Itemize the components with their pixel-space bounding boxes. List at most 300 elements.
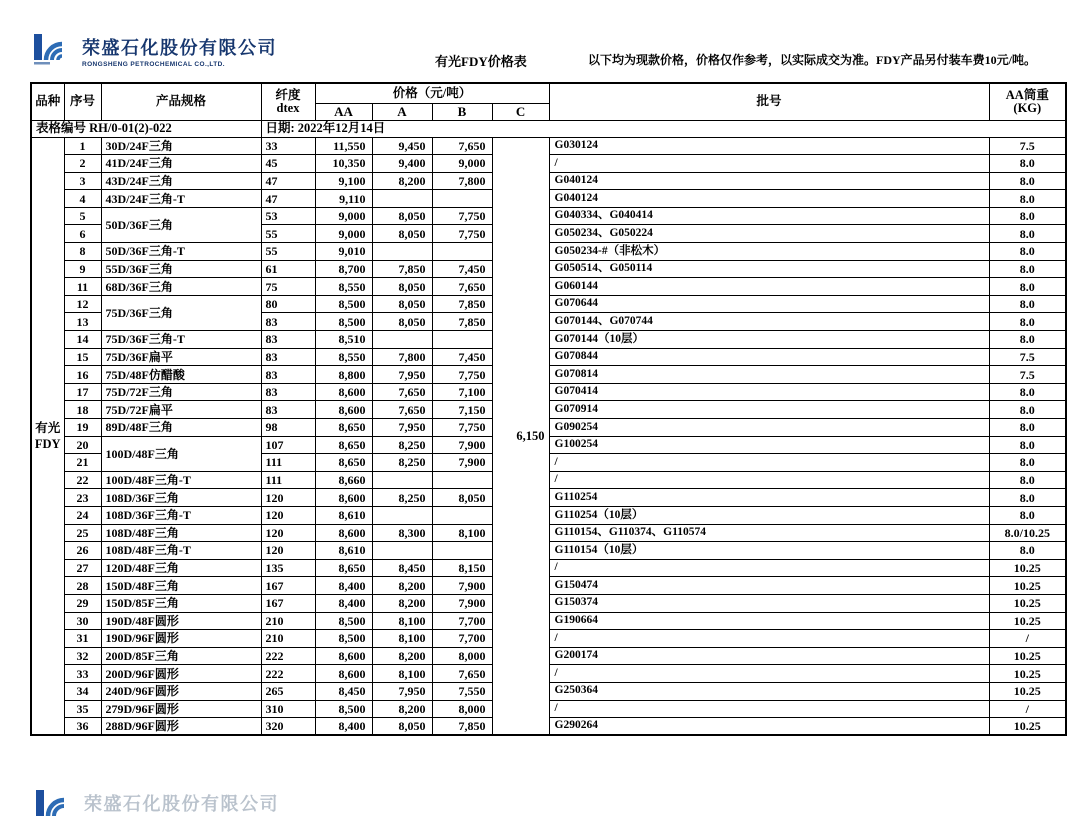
table-row [31,419,1066,437]
product-spec-cell: 108D/48F三角-T [101,542,261,560]
price-a-cell [372,243,432,261]
row-number-cell: 19 [64,419,101,437]
row-number-cell: 36 [64,718,101,736]
price-a-cell [372,542,432,560]
weight-cell: 8.0 [989,489,1066,507]
price-a-cell: 8,200 [372,594,432,612]
price-aa-cell: 8,500 [315,313,372,331]
price-disclaimer-note: 以下均为现款价格，价格仅作参考，以实际成交为准。FDY产品另付装车费10元/吨。 [588,53,1036,67]
product-spec-cell: 279D/96F圆形 [101,700,261,718]
price-a-cell: 8,100 [372,612,432,630]
meta-row [31,120,1066,137]
batch-number-cell: G070414 [549,383,989,401]
row-number-cell: 3 [64,172,101,190]
batch-number-cell: G200174 [549,647,989,665]
dtex-cell: 167 [261,594,315,612]
price-a-cell [372,471,432,489]
weight-cell: / [989,700,1066,718]
row-number-cell: 4 [64,190,101,208]
price-table-body [31,137,1066,735]
price-aa-cell: 9,010 [315,243,372,261]
weight-cell: 8.0 [989,436,1066,454]
price-aa-cell: 8,550 [315,278,372,296]
weight-cell: 8.0 [989,542,1066,560]
dtex-cell: 45 [261,155,315,173]
batch-number-cell: G290264 [549,718,989,736]
batch-number-cell: / [549,559,989,577]
price-b-cell: 7,750 [432,207,492,225]
product-spec-cell: 240D/96F圆形 [101,682,261,700]
product-spec-cell: 100D/48F三角-T [101,471,261,489]
row-number-cell: 20 [64,436,101,454]
batch-number-cell: G070644 [549,295,989,313]
weight-cell: 10.25 [989,577,1066,595]
col-header-weight [989,83,1066,120]
price-b-cell: 8,150 [432,559,492,577]
product-spec-cell: 89D/48F三角 [101,419,261,437]
price-b-cell [432,471,492,489]
weight-cell: 8.0 [989,383,1066,401]
dtex-cell: 167 [261,577,315,595]
table-row [31,577,1066,595]
weight-cell: 10.25 [989,665,1066,683]
dtex-cell: 55 [261,225,315,243]
row-number-cell: 35 [64,700,101,718]
table-row [31,401,1066,419]
table-row [31,366,1066,384]
price-aa-cell: 8,600 [315,647,372,665]
price-a-cell: 7,950 [372,682,432,700]
row-number-cell: 16 [64,366,101,384]
table-row [31,594,1066,612]
row-number-cell: 31 [64,630,101,648]
col-header-batch: 批号 [549,83,989,120]
col-header-dtex-en: dtex [276,100,300,115]
price-a-cell: 8,450 [372,559,432,577]
weight-cell: 8.0 [989,190,1066,208]
col-header-no: 序号 [64,83,101,120]
table-row [31,647,1066,665]
batch-number-cell: / [549,630,989,648]
product-spec-cell: 150D/85F三角 [101,594,261,612]
weight-cell: 10.25 [989,594,1066,612]
price-b-cell: 7,800 [432,172,492,190]
price-aa-cell: 9,000 [315,207,372,225]
price-aa-cell: 8,500 [315,612,372,630]
row-number-cell: 28 [64,577,101,595]
weight-cell: 7.5 [989,348,1066,366]
table-row [31,155,1066,173]
row-number-cell: 18 [64,401,101,419]
company-logo-icon [32,32,74,68]
row-number-cell: 32 [64,647,101,665]
weight-cell: 8.0 [989,172,1066,190]
batch-number-cell: G150374 [549,594,989,612]
price-b-cell: 7,700 [432,612,492,630]
price-a-cell: 7,950 [372,419,432,437]
category-line2: FDY [34,436,61,451]
table-row [31,489,1066,507]
row-number-cell: 11 [64,278,101,296]
dtex-cell: 320 [261,718,315,736]
dtex-cell: 120 [261,524,315,542]
category-cell [31,137,64,735]
weight-cell: 8.0 [989,419,1066,437]
price-b-cell [432,190,492,208]
price-b-cell: 7,900 [432,577,492,595]
col-header-grade-b: B [432,103,492,120]
price-a-cell: 8,050 [372,278,432,296]
company-name-block [82,32,277,68]
table-row [31,190,1066,208]
price-b-cell: 7,100 [432,383,492,401]
dtex-cell: 120 [261,542,315,560]
dtex-cell: 47 [261,172,315,190]
price-aa-cell: 8,600 [315,489,372,507]
row-number-cell: 1 [64,137,101,155]
table-row [31,559,1066,577]
price-a-cell [372,331,432,349]
batch-number-cell: G190664 [549,612,989,630]
table-row [31,137,1066,155]
dtex-cell: 310 [261,700,315,718]
weight-cell: 8.0 [989,313,1066,331]
row-number-cell: 23 [64,489,101,507]
price-a-cell: 8,200 [372,647,432,665]
col-header-dtex-cn: 纤度 [275,87,301,102]
table-row [31,383,1066,401]
date-cell: 日期: 2022年12月14日 [261,120,1066,137]
price-aa-cell: 8,400 [315,594,372,612]
company-name-cn: 荣盛石化股份有限公司 [82,38,277,58]
price-b-cell [432,506,492,524]
batch-number-cell: G050234-#（非松木） [549,243,989,261]
price-b-cell: 7,150 [432,401,492,419]
table-row [31,612,1066,630]
product-spec-cell: 75D/36F三角 [101,295,261,330]
row-number-cell: 33 [64,665,101,683]
row-number-cell: 22 [64,471,101,489]
row-number-cell: 25 [64,524,101,542]
price-aa-cell: 8,500 [315,630,372,648]
product-spec-cell: 75D/36F扁平 [101,348,261,366]
price-b-cell: 7,650 [432,278,492,296]
next-section-fragment [34,788,279,829]
dtex-cell: 83 [261,383,315,401]
weight-cell: 8.0 [989,207,1066,225]
weight-cell: 10.25 [989,612,1066,630]
table-row [31,718,1066,736]
price-aa-cell: 11,550 [315,137,372,155]
price-b-cell [432,331,492,349]
dtex-cell: 222 [261,665,315,683]
price-a-cell: 8,100 [372,630,432,648]
batch-number-cell: G250364 [549,682,989,700]
product-spec-cell: 200D/85F三角 [101,647,261,665]
price-a-cell: 8,050 [372,225,432,243]
price-b-cell: 7,900 [432,594,492,612]
price-a-cell [372,190,432,208]
product-spec-cell: 190D/96F圆形 [101,630,261,648]
price-aa-cell: 8,650 [315,436,372,454]
price-aa-cell: 8,650 [315,454,372,472]
product-spec-cell: 75D/72F扁平 [101,401,261,419]
row-number-cell: 27 [64,559,101,577]
weight-cell: 8.0 [989,295,1066,313]
batch-number-cell: G070814 [549,366,989,384]
table-row [31,207,1066,225]
weight-cell: 7.5 [989,137,1066,155]
price-aa-cell: 8,600 [315,524,372,542]
price-a-cell: 8,300 [372,524,432,542]
product-spec-cell: 43D/24F三角-T [101,190,261,208]
weight-cell: 10.25 [989,647,1066,665]
price-a-cell: 8,100 [372,665,432,683]
price-b-cell: 7,750 [432,366,492,384]
batch-number-cell: G040124 [549,190,989,208]
batch-number-cell: G110154（10层） [549,542,989,560]
batch-number-cell: G090254 [549,419,989,437]
batch-number-cell: / [549,155,989,173]
weight-cell: 8.0/10.25 [989,524,1066,542]
price-b-cell: 9,000 [432,155,492,173]
price-aa-cell: 9,110 [315,190,372,208]
weight-cell: 10.25 [989,559,1066,577]
weight-cell: 8.0 [989,506,1066,524]
batch-number-cell: G070914 [549,401,989,419]
price-aa-cell: 8,400 [315,577,372,595]
col-header-category: 品种 [31,83,64,120]
price-a-cell: 7,650 [372,401,432,419]
next-section-company-name: 荣盛石化股份有限公司 [84,794,279,814]
table-row [31,700,1066,718]
price-b-cell: 7,450 [432,260,492,278]
row-number-cell: 13 [64,313,101,331]
col-header-grade-a: A [372,103,432,120]
product-spec-cell: 108D/36F三角 [101,489,261,507]
price-aa-cell: 8,600 [315,383,372,401]
batch-number-cell: G110154、G110374、G110574 [549,524,989,542]
row-number-cell: 12 [64,295,101,313]
price-a-cell [372,506,432,524]
table-row [31,436,1066,454]
weight-cell: 10.25 [989,718,1066,736]
col-header-dtex [261,83,315,120]
price-b-cell: 7,850 [432,313,492,331]
weight-cell: / [989,630,1066,648]
col-header-weight-cn: AA筒重 [1005,87,1049,102]
row-number-cell: 30 [64,612,101,630]
price-b-cell: 8,050 [432,489,492,507]
price-aa-cell: 10,350 [315,155,372,173]
row-number-cell: 34 [64,682,101,700]
col-header-weight-unit: (KG) [1013,100,1042,115]
batch-number-cell: G040334、G040414 [549,207,989,225]
price-b-cell: 7,550 [432,682,492,700]
price-aa-cell: 8,650 [315,419,372,437]
price-aa-cell: 9,000 [315,225,372,243]
price-a-cell: 8,050 [372,207,432,225]
dtex-cell: 83 [261,366,315,384]
dtex-cell: 111 [261,471,315,489]
product-spec-cell: 190D/48F圆形 [101,612,261,630]
price-a-cell: 8,250 [372,489,432,507]
price-aa-cell: 8,800 [315,366,372,384]
product-spec-cell: 288D/96F圆形 [101,718,261,736]
weight-cell: 8.0 [989,471,1066,489]
price-a-cell: 8,050 [372,313,432,331]
batch-number-cell: / [549,700,989,718]
weight-cell: 8.0 [989,243,1066,261]
batch-number-cell: / [549,471,989,489]
price-aa-cell: 8,600 [315,665,372,683]
product-spec-cell: 100D/48F三角 [101,436,261,471]
dtex-cell: 55 [261,243,315,261]
dtex-cell: 222 [261,647,315,665]
document-title: 有光FDY价格表 [435,54,527,69]
col-header-grade-c: C [492,103,549,120]
product-spec-cell: 108D/48F三角 [101,524,261,542]
price-aa-cell: 8,450 [315,682,372,700]
product-spec-cell: 120D/48F三角 [101,559,261,577]
table-row [31,278,1066,296]
price-a-cell: 9,400 [372,155,432,173]
table-row [31,172,1066,190]
company-header [32,32,277,68]
price-a-cell: 8,050 [372,718,432,736]
weight-cell: 10.25 [989,682,1066,700]
weight-cell: 7.5 [989,366,1066,384]
product-spec-cell: 50D/36F三角-T [101,243,261,261]
dtex-cell: 111 [261,454,315,472]
batch-number-cell: G070844 [549,348,989,366]
price-aa-cell: 8,650 [315,559,372,577]
price-b-cell: 7,750 [432,419,492,437]
row-number-cell: 26 [64,542,101,560]
table-row [31,295,1066,313]
price-b-cell: 7,650 [432,137,492,155]
row-number-cell: 24 [64,506,101,524]
price-aa-cell: 9,100 [315,172,372,190]
product-spec-cell: 75D/72F三角 [101,383,261,401]
batch-number-cell: G150474 [549,577,989,595]
batch-number-cell: G070144（10层） [549,331,989,349]
price-b-cell [432,243,492,261]
table-row [31,524,1066,542]
weight-cell: 8.0 [989,401,1066,419]
weight-cell: 8.0 [989,225,1066,243]
dtex-cell: 98 [261,419,315,437]
row-number-cell: 21 [64,454,101,472]
price-b-cell: 7,850 [432,718,492,736]
weight-cell: 8.0 [989,278,1066,296]
dtex-cell: 83 [261,401,315,419]
row-number-cell: 8 [64,243,101,261]
product-spec-cell: 41D/24F三角 [101,155,261,173]
batch-number-cell: G070144、G070744 [549,313,989,331]
table-row [31,506,1066,524]
dtex-cell: 61 [261,260,315,278]
product-spec-cell: 30D/24F三角 [101,137,261,155]
product-spec-cell: 50D/36F三角 [101,207,261,242]
price-b-cell: 7,700 [432,630,492,648]
price-aa-cell: 8,550 [315,348,372,366]
price-b-cell: 7,650 [432,665,492,683]
table-row [31,471,1066,489]
product-spec-cell: 150D/48F三角 [101,577,261,595]
row-number-cell: 29 [64,594,101,612]
price-b-cell: 7,850 [432,295,492,313]
price-a-cell: 7,800 [372,348,432,366]
price-b-cell [432,542,492,560]
table-row [31,665,1066,683]
price-a-cell: 8,250 [372,454,432,472]
price-a-cell: 8,200 [372,577,432,595]
price-b-cell: 7,900 [432,454,492,472]
price-b-cell: 7,450 [432,348,492,366]
col-header-spec: 产品规格 [101,83,261,120]
weight-cell: 8.0 [989,260,1066,278]
weight-cell: 8.0 [989,454,1066,472]
price-a-cell: 7,650 [372,383,432,401]
dtex-cell: 210 [261,630,315,648]
col-header-price-group: 价格（元/吨） [315,83,549,103]
price-a-cell: 7,850 [372,260,432,278]
price-c-merged-cell: 6,150 [492,137,549,735]
price-a-cell: 7,950 [372,366,432,384]
price-a-cell: 8,200 [372,700,432,718]
price-table [30,82,1067,736]
product-spec-cell: 108D/36F三角-T [101,506,261,524]
row-number-cell: 9 [64,260,101,278]
batch-number-cell: G040124 [549,172,989,190]
dtex-cell: 107 [261,436,315,454]
dtex-cell: 135 [261,559,315,577]
price-table-container [30,82,1067,736]
form-number-cell: 表格编号 RH/0-01(2)-022 [31,120,261,137]
table-row [31,331,1066,349]
price-aa-cell: 8,400 [315,718,372,736]
row-number-cell: 5 [64,207,101,225]
price-b-cell: 8,000 [432,700,492,718]
product-spec-cell: 68D/36F三角 [101,278,261,296]
batch-number-cell: G030124 [549,137,989,155]
batch-number-cell: G050234、G050224 [549,225,989,243]
price-b-cell: 7,900 [432,436,492,454]
dtex-cell: 120 [261,506,315,524]
dtex-cell: 120 [261,489,315,507]
row-number-cell: 14 [64,331,101,349]
price-aa-cell: 8,500 [315,295,372,313]
product-spec-cell: 43D/24F三角 [101,172,261,190]
price-b-cell: 8,000 [432,647,492,665]
batch-number-cell: / [549,454,989,472]
price-aa-cell: 8,600 [315,401,372,419]
table-row [31,542,1066,560]
row-number-cell: 2 [64,155,101,173]
table-row [31,243,1066,261]
batch-number-cell: G060144 [549,278,989,296]
row-number-cell: 6 [64,225,101,243]
col-header-grade-aa: AA [315,103,372,120]
dtex-cell: 80 [261,295,315,313]
product-spec-cell: 75D/48F仿醋酸 [101,366,261,384]
batch-number-cell: G110254 [549,489,989,507]
row-number-cell: 15 [64,348,101,366]
price-aa-cell: 8,660 [315,471,372,489]
price-aa-cell: 8,610 [315,506,372,524]
table-row [31,260,1066,278]
